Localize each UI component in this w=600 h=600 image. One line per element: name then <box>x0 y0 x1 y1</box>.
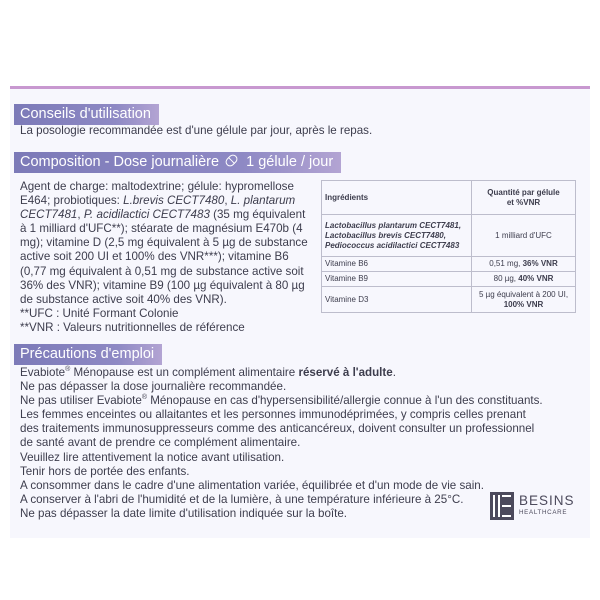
probiotic-strains: Lactobacillus plantarum CECT7481, Lactobacillus brevis CECT7480, Pediococcus acidilactici CECT7483 <box>322 215 472 257</box>
precautions-header <box>14 344 162 365</box>
composition-header <box>14 152 341 173</box>
prec-line: Ne pas dépasser la dose journalière recommandée. <box>20 380 287 394</box>
comp-line: Agent de charge: maltodextrine; gélule: hypromellose <box>20 180 294 193</box>
besins-logo <box>490 492 585 520</box>
comp-line: active soit 200 UI et 100% des VNR***); vitamine B6 <box>20 250 289 264</box>
table-row <box>322 257 576 272</box>
table-row <box>322 272 576 287</box>
conseils-text: La posologie recommandée est d'une gélule par jour, après le repas. <box>20 124 373 137</box>
table-row <box>322 287 576 313</box>
comp-line: (0,77 mg équivalent à 0,51 mg de substance active soit <box>20 264 304 278</box>
comp-line: CECT7481, P. acidilactici CECT7483 (35 mg équivalent <box>20 208 306 222</box>
conseils-header <box>14 104 159 125</box>
comp-line: E464; probiotiques: L.brevis CECT7480, L. plantarum <box>20 194 296 208</box>
comp-line: 36% des VNR); vitamine B9 (100 µg équivalent à 80 µg <box>20 278 305 292</box>
b6-name: Vitamine B6 <box>322 257 472 272</box>
prec-line: Ne pas dépasser la date limite d'utilisation indiquée sur la boîte. <box>20 506 348 520</box>
prec-line: Ne pas utiliser Evabiote® Ménopause en cas d'hypersensibilité/allergie connue à l'un des constituants. <box>20 394 543 408</box>
b9-quantity: 80 µg, 40% VNR <box>472 272 576 287</box>
probiotic-quantity: 1 milliard d'UFC <box>472 215 576 257</box>
logo-sub: HEALTHCARE <box>519 509 568 516</box>
composition-dose: 1 gélule / jour <box>246 154 334 170</box>
b9-name: Vitamine B9 <box>322 272 472 287</box>
footnote-vnr: **VNR : Valeurs nutritionnelles de référence <box>20 320 245 334</box>
d3-quantity: 5 µg équivalent à 200 UI, 100% VNR <box>472 287 576 313</box>
nutrition-table <box>321 180 576 313</box>
header-ingredients: Ingrédients <box>322 181 472 215</box>
prec-line: Tenir hors de portée des enfants. <box>20 464 190 478</box>
table-row <box>322 215 576 257</box>
prec-line: Veuillez lire attentivement la notice avant utilisation. <box>20 450 285 464</box>
table-header-row <box>322 181 576 215</box>
precautions-title: Précautions d'emploi <box>20 346 155 362</box>
comp-line: à 1 milliard d'UFC**); stéarate de magnésium E470b (4 <box>20 222 303 236</box>
capsule-icon <box>224 153 240 169</box>
composition-text <box>20 180 316 335</box>
header-quantity: Quantité par gélule et %VNR <box>472 181 576 215</box>
prec-line: A consommer dans le cadre d'une alimentation variée, équilibrée et d'un mode de vie sain. <box>20 478 484 492</box>
footnote-ufc: **UFC : Unité Formant Colonie <box>20 306 179 320</box>
prec-line: A conserver à l'abri de l'humidité et de la lumière, à une température inférieure à 25°C. <box>20 492 464 506</box>
prec-line: de santé avant de prendre ce complément alimentaire. <box>20 436 301 450</box>
comp-line: de substance active soit 40% des VNR). <box>20 292 227 306</box>
prec-line: des traitements immunosuppresseurs comme des anticancéreux, doivent consulter un professionnel <box>20 422 535 436</box>
comp-line: mg); vitamine D (2,5 mg équivalent à 5 µg de substance <box>20 236 308 250</box>
composition-title: Composition - Dose journalière <box>20 154 220 170</box>
besins-mark-icon <box>490 492 514 520</box>
d3-name: Vitamine D3 <box>322 287 472 313</box>
prec-line: Les femmes enceintes ou allaitantes et les personnes immunodéprimées, y compris celles prenant <box>20 408 526 422</box>
conseils-title: Conseils d'utilisation <box>20 106 151 122</box>
prec-line: Evabiote® Ménopause est un complément alimentaire réservé à l'adulte. <box>20 366 396 379</box>
b6-quantity: 0,51 mg, 36% VNR <box>472 257 576 272</box>
logo-name: BESINS <box>519 493 575 508</box>
